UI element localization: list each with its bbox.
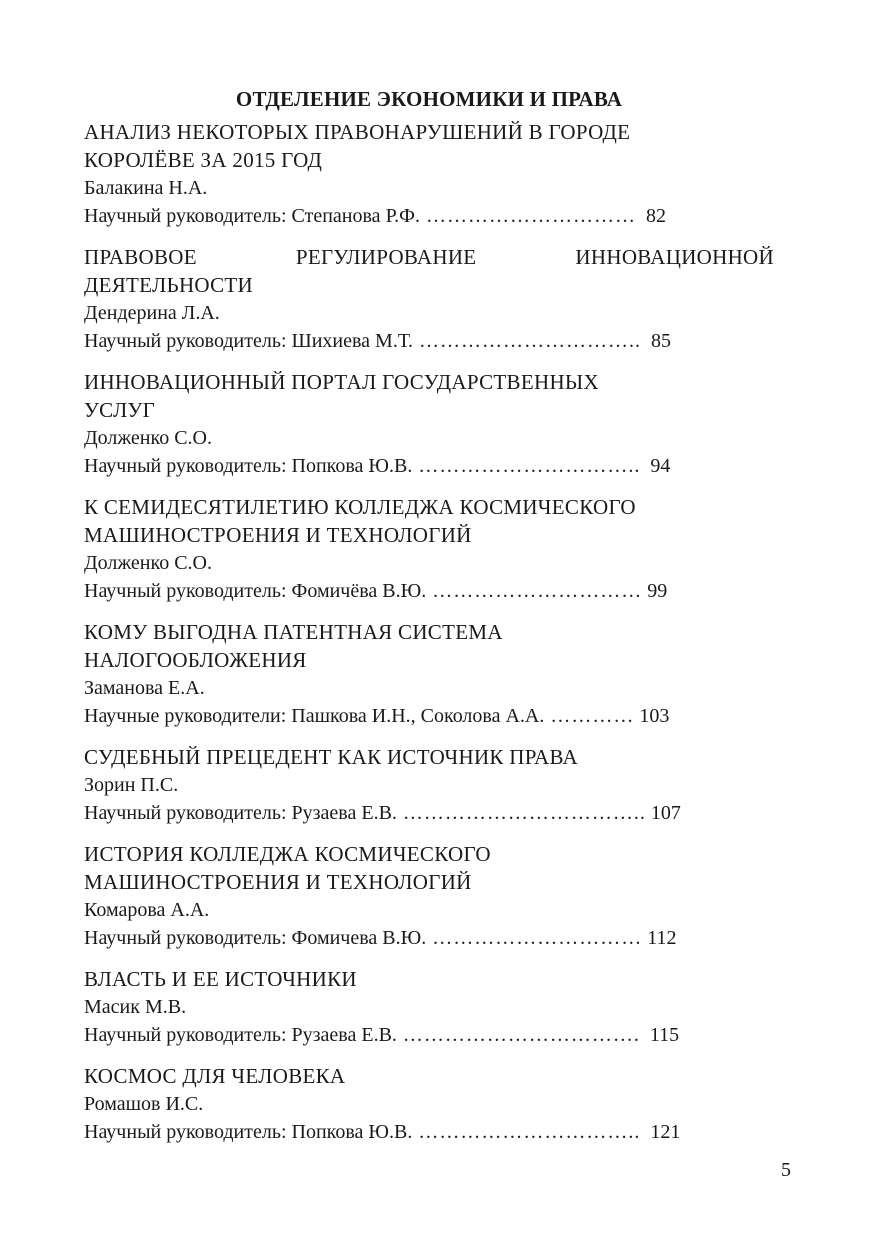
toc-entry xyxy=(84,368,774,480)
entry-supervisor-line xyxy=(84,327,774,355)
leader-dots: ………………………….. xyxy=(412,455,641,477)
entry-supervisor-line xyxy=(84,702,774,730)
entry-supervisor-line xyxy=(84,202,774,230)
toc-entry xyxy=(84,1062,774,1146)
entry-supervisor: Научные руководители: Пашкова И.Н., Соколова А.А. xyxy=(84,705,545,727)
leader-dots: ……………………………. xyxy=(396,1024,640,1046)
entry-title-line: ИСТОРИЯ КОЛЛЕДЖА КОСМИЧЕСКОГО xyxy=(84,842,491,866)
entry-title-line: ВЛАСТЬ И ЕЕ ИСТОЧНИКИ xyxy=(84,967,357,991)
entry-author: Дендерина Л.А. xyxy=(84,302,220,324)
entry-title-line: КОСМОС ДЛЯ ЧЕЛОВЕКА xyxy=(84,1064,346,1088)
entry-supervisor: Научный руководитель: Шихиева М.Т. xyxy=(84,330,414,352)
entry-title-line: МАШИНОСТРОЕНИЯ И ТЕХНОЛОГИЙ xyxy=(84,523,472,547)
toc-entry xyxy=(84,618,774,730)
entry-title xyxy=(84,743,774,771)
toc-entry xyxy=(84,493,774,605)
entry-author: Комарова А.А. xyxy=(84,899,210,921)
leader-dots: ………………………… xyxy=(420,205,636,227)
entry-page-number: 112 xyxy=(647,927,677,949)
leader-dots: ………………………….. xyxy=(413,330,642,352)
entry-title xyxy=(84,368,774,424)
entry-author: Зорин П.С. xyxy=(84,774,179,796)
page-footer-number: 5 xyxy=(781,1159,791,1181)
entry-title xyxy=(84,243,774,299)
entry-title xyxy=(84,118,774,174)
entry-supervisor-line xyxy=(84,1021,774,1049)
entry-supervisor: Научный руководитель: Рузаева Е.В. xyxy=(84,802,397,824)
entry-title xyxy=(84,1062,774,1090)
entry-title-line xyxy=(84,243,774,271)
entry-supervisor: Научный руководитель: Попкова Ю.В. xyxy=(84,1121,413,1143)
entry-title-line: УСЛУГ xyxy=(84,398,156,422)
entry-supervisor: Научный руководитель: Рузаева Е.В. xyxy=(84,1024,397,1046)
entry-supervisor-line xyxy=(84,577,774,605)
table-of-contents xyxy=(84,84,774,1159)
entry-title xyxy=(84,965,774,993)
entry-page-number: 103 xyxy=(639,705,670,727)
entry-supervisor-line xyxy=(84,799,774,827)
toc-entry xyxy=(84,118,774,230)
leader-dots: ………………………… xyxy=(426,580,643,602)
section-title: ОТДЕЛЕНИЕ ЭКОНОМИКИ И ПРАВА xyxy=(235,87,623,111)
entry-title-line: АНАЛИЗ НЕКОТОРЫХ ПРАВОНАРУШЕНИЙ В ГОРОДЕ xyxy=(84,120,631,144)
entry-page-number: 85 xyxy=(651,330,672,352)
entry-title-line: ИННОВАЦИОННЫЙ ПОРТАЛ ГОСУДАРСТВЕННЫХ xyxy=(84,370,599,394)
entry-supervisor: Научный руководитель: Степанова Р.Ф. xyxy=(84,205,420,227)
entry-title-word: ИННОВАЦИОННОЙ xyxy=(575,245,774,269)
entry-page-number: 107 xyxy=(650,802,681,824)
entry-supervisor: Научный руководитель: Попкова Ю.В. xyxy=(84,455,413,477)
entry-supervisor: Научный руководитель: Фомичёва В.Ю. xyxy=(84,580,427,602)
entry-author: Масик М.В. xyxy=(84,996,187,1018)
entry-title-line: К СЕМИДЕСЯТИЛЕТИЮ КОЛЛЕДЖА КОСМИЧЕСКОГО xyxy=(84,495,636,519)
leader-dots: …………………………….. xyxy=(396,802,646,824)
toc-entry xyxy=(84,840,774,952)
entry-author: Заманова Е.А. xyxy=(84,677,205,699)
entry-author: Долженко С.О. xyxy=(84,427,212,449)
entry-title xyxy=(84,618,774,674)
entry-page-number: 121 xyxy=(650,1121,681,1143)
entry-title-line: КОРОЛЁВЕ ЗА 2015 ГОД xyxy=(84,148,323,172)
leader-dots: ………………………… xyxy=(426,927,643,949)
entry-supervisor-line xyxy=(84,452,774,480)
entry-title-word: ПРАВОВОЕ xyxy=(84,245,197,269)
entry-supervisor: Научный руководитель: Фомичева В.Ю. xyxy=(84,927,427,949)
entry-title-word: РЕГУЛИРОВАНИЕ xyxy=(295,245,477,269)
leader-dots: ………… xyxy=(544,705,635,727)
entry-title-line: НАЛОГООБЛОЖЕНИЯ xyxy=(84,648,307,672)
entry-supervisor-line xyxy=(84,1118,774,1146)
entry-page-number: 115 xyxy=(649,1024,680,1046)
entry-title xyxy=(84,840,774,896)
leader-dots: ………………………….. xyxy=(412,1121,641,1143)
entry-page-number: 82 xyxy=(646,205,666,227)
toc-entry xyxy=(84,743,774,827)
entry-title-line: КОМУ ВЫГОДНА ПАТЕНТНАЯ СИСТЕМА xyxy=(84,620,503,644)
entry-author: Ромашов И.С. xyxy=(84,1093,204,1115)
entry-title-line: СУДЕБНЫЙ ПРЕЦЕДЕНТ КАК ИСТОЧНИК ПРАВА xyxy=(84,745,578,769)
toc-entry xyxy=(84,243,774,355)
entry-supervisor-line xyxy=(84,924,774,952)
entry-author: Балакина Н.А. xyxy=(84,177,208,199)
entry-page-number: 94 xyxy=(650,455,671,477)
entry-page-number: 99 xyxy=(647,580,668,602)
entry-title-line: ДЕЯТЕЛЬНОСТИ xyxy=(84,273,254,297)
toc-entry xyxy=(84,965,774,1049)
entry-author: Долженко С.О. xyxy=(84,552,212,574)
entry-title-line: МАШИНОСТРОЕНИЯ И ТЕХНОЛОГИЙ xyxy=(84,870,472,894)
entry-title xyxy=(84,493,774,549)
